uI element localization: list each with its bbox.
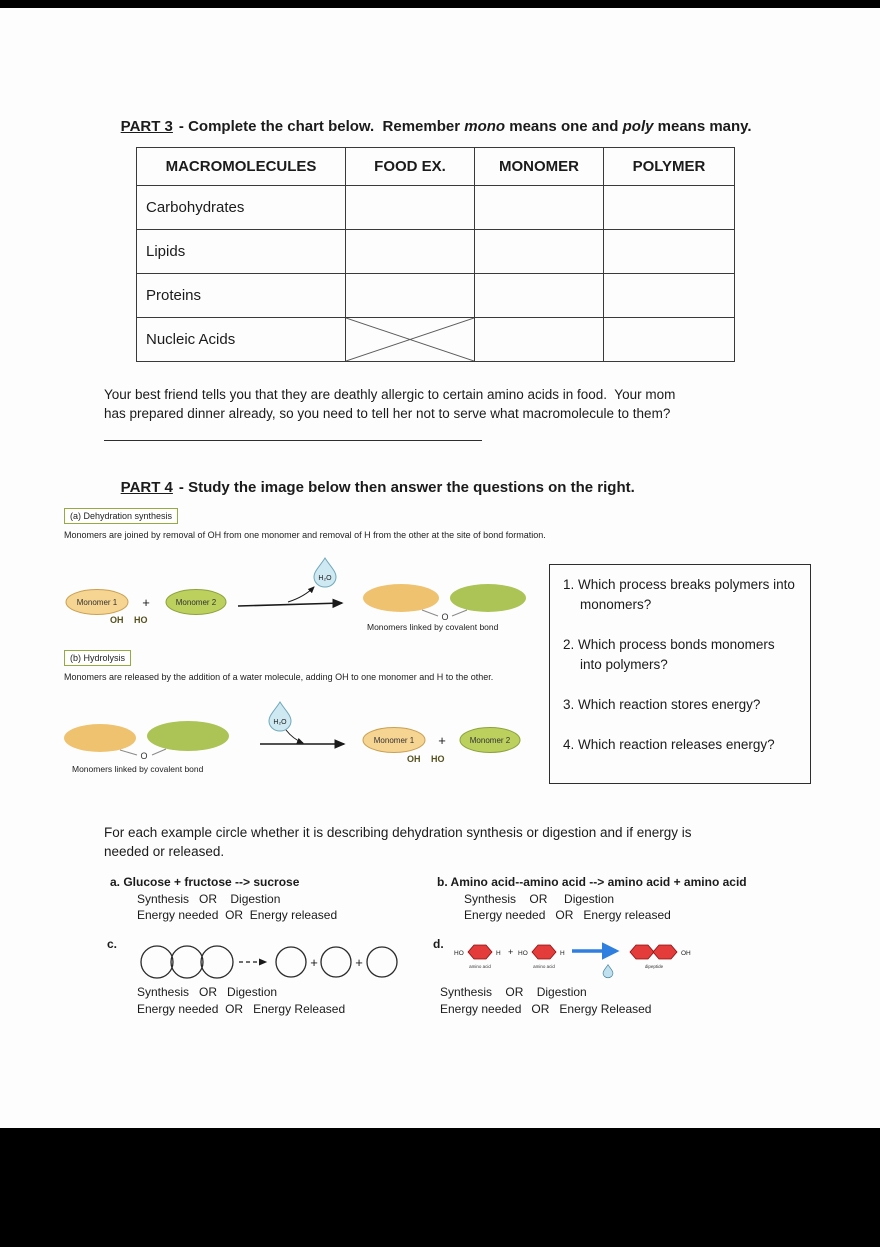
example-a-title: a. Glucose + fructose --> sucrose (110, 875, 300, 889)
bonded-monomer-left (64, 724, 136, 752)
amino-acid-hexagon (532, 945, 556, 959)
row-label-carbohydrates: Carbohydrates (137, 186, 346, 230)
practice-intro-line2: needed or released. (104, 844, 225, 859)
monomer1-label: Monomer 1 (373, 736, 415, 745)
water-droplet-icon (269, 702, 291, 731)
example-c-choice-process: Synthesis OR Digestion (137, 985, 278, 999)
question-4: 4. Which reaction releases energy? (563, 737, 775, 752)
oh-label: OH (681, 950, 691, 957)
crossed-out-cell (346, 318, 475, 362)
answer-cell (346, 230, 475, 274)
water-droplet-icon (314, 558, 336, 587)
bottom-black-border (0, 1128, 880, 1247)
macromolecules-table (136, 147, 735, 362)
column-header-macromolecules: MACROMOLECULES (137, 148, 346, 186)
ho-label: HO (134, 615, 148, 625)
answer-cell (475, 318, 604, 362)
table-row (137, 318, 735, 362)
plus-sign: + (438, 733, 446, 748)
monomer2-label: Monomer 2 (469, 736, 511, 745)
water-addition-arrow (286, 730, 303, 743)
column-header-monomer: MONOMER (475, 148, 604, 186)
amino-acid-hexagon (468, 945, 492, 959)
allergy-question-line2: has prepared dinner already, so you need to tell her not to serve what macromolecule to them? (104, 406, 671, 421)
part4-title: PART 4 (120, 479, 173, 496)
answer-cell (475, 230, 604, 274)
covalent-bond-caption-a: Monomers linked by covalent bond (367, 622, 499, 632)
allergy-question-line1: Your best friend tells you that they are deathly allergic to certain amino acids in food. Your mom (104, 387, 676, 402)
answer-cell (604, 274, 735, 318)
monomer2-label: Monomer 2 (175, 598, 217, 607)
example-b-title: b. Amino acid--amino acid --> amino acid + amino acid (437, 875, 747, 889)
dipeptide-caption: dipeptide (644, 964, 664, 969)
part3-word-mono: mono (464, 118, 506, 135)
plus-sign: + (142, 595, 150, 610)
monomer-circle (321, 947, 351, 977)
covalent-bond-caption-b: Monomers linked by covalent bond (72, 764, 204, 774)
example-a-choice-process: Synthesis OR Digestion (137, 892, 281, 906)
row-label-lipids: Lipids (137, 230, 346, 274)
part3-instructions-mid: means one and (505, 118, 623, 135)
part3-instructions-pre: - Complete the chart below. Remember (178, 118, 465, 135)
plus-sign: + (508, 947, 514, 957)
table-row (137, 230, 735, 274)
ho-label: HO (431, 754, 445, 764)
bonded-monomer-right (450, 584, 526, 612)
water-release-arrow (288, 587, 314, 602)
practice-intro-line1: For each example circle whether it is describing dehydration synthesis or digestion and if energy is (104, 825, 692, 840)
oh-label: OH (407, 754, 421, 764)
table-row (137, 186, 735, 230)
part3-heading (104, 101, 752, 152)
row-label-nucleic-acids: Nucleic Acids (137, 318, 346, 362)
example-c-label: c. (107, 937, 118, 951)
answer-cell (604, 318, 735, 362)
ho-label: HO (454, 950, 464, 957)
answer-cell (604, 230, 735, 274)
example-a-choice-energy: Energy needed OR Energy released (137, 908, 338, 922)
cross-out-icon (346, 318, 474, 361)
hydrolysis-label-box: (b) Hydrolysis (64, 650, 131, 666)
bond-line (152, 749, 166, 755)
h2o-label: H₂O (318, 575, 332, 582)
part3-instructions-tail: means many. (653, 118, 752, 135)
polymer-circle (171, 946, 203, 978)
water-droplet-icon (603, 965, 613, 978)
monomer-circle (276, 947, 306, 977)
polymer-circle (141, 946, 173, 978)
h-label: H (496, 950, 501, 957)
amino-acid-hexagon (653, 945, 677, 959)
example-d-choice-process: Synthesis OR Digestion (440, 985, 587, 999)
column-header-polymer: POLYMER (604, 148, 735, 186)
example-b-choice-energy: Energy needed OR Energy released (464, 908, 671, 922)
oxygen-bond-label: O (140, 751, 148, 761)
row-label-proteins: Proteins (137, 274, 346, 318)
part3-word-poly: poly (622, 118, 654, 135)
example-d-diagram (450, 938, 715, 986)
polymer-circle (201, 946, 233, 978)
example-b-choice-process: Synthesis OR Digestion (464, 892, 615, 906)
answer-cell (475, 186, 604, 230)
part3-title: PART 3 (120, 118, 173, 135)
answer-blank-line (104, 440, 482, 441)
questions-box (549, 564, 811, 784)
h2o-label: H₂O (273, 719, 287, 726)
amino-acid-hexagon (630, 945, 654, 959)
oxygen-bond-label: O (441, 612, 449, 622)
monomer1-label: Monomer 1 (76, 598, 118, 607)
top-black-border (0, 0, 880, 8)
bonded-monomer-right (147, 721, 229, 751)
example-d-choice-energy: Energy needed OR Energy Released (440, 1002, 652, 1016)
dehydration-synthesis-label-box: (a) Dehydration synthesis (64, 508, 178, 524)
example-d-label: d. (433, 937, 444, 951)
monomer-circle (367, 947, 397, 977)
column-header-food-ex: FOOD EX. (346, 148, 475, 186)
answer-cell (346, 186, 475, 230)
h-label: H (560, 950, 565, 957)
example-c-diagram (135, 940, 400, 984)
ho-label: HO (518, 950, 528, 957)
question-3: 3. Which reaction stores energy? (563, 697, 761, 712)
dehydration-synthesis-caption: Monomers are joined by removal of OH from one monomer and removal of H from the other at the site of bond formation. (64, 530, 546, 540)
amino-acid-caption: amino acid (469, 964, 491, 969)
part4-heading (104, 462, 635, 513)
plus-sign: + (310, 955, 318, 970)
table-header-row (137, 148, 735, 186)
oh-label: OH (110, 615, 124, 625)
table-row (137, 274, 735, 318)
reaction-arrow (238, 603, 342, 606)
bond-line (120, 750, 137, 755)
bonded-monomer-left (363, 584, 439, 612)
answer-cell (346, 274, 475, 318)
part4-instructions: - Study the image below then answer the questions on the right. (178, 479, 635, 496)
question-2: 2. Which process bonds monomers into polymers? (563, 637, 775, 672)
answer-cell (475, 274, 604, 318)
example-c-choice-energy: Energy needed OR Energy Released (137, 1002, 346, 1016)
plus-sign: + (355, 955, 363, 970)
amino-acid-caption: amino acid (533, 964, 555, 969)
answer-cell (604, 186, 735, 230)
bond-line (422, 610, 438, 616)
question-1: 1. Which process breaks polymers into monomers? (563, 577, 795, 612)
bond-line (452, 610, 467, 616)
hydrolysis-caption: Monomers are released by the addition of a water molecule, adding OH to one monomer and H to the other. (64, 672, 494, 682)
